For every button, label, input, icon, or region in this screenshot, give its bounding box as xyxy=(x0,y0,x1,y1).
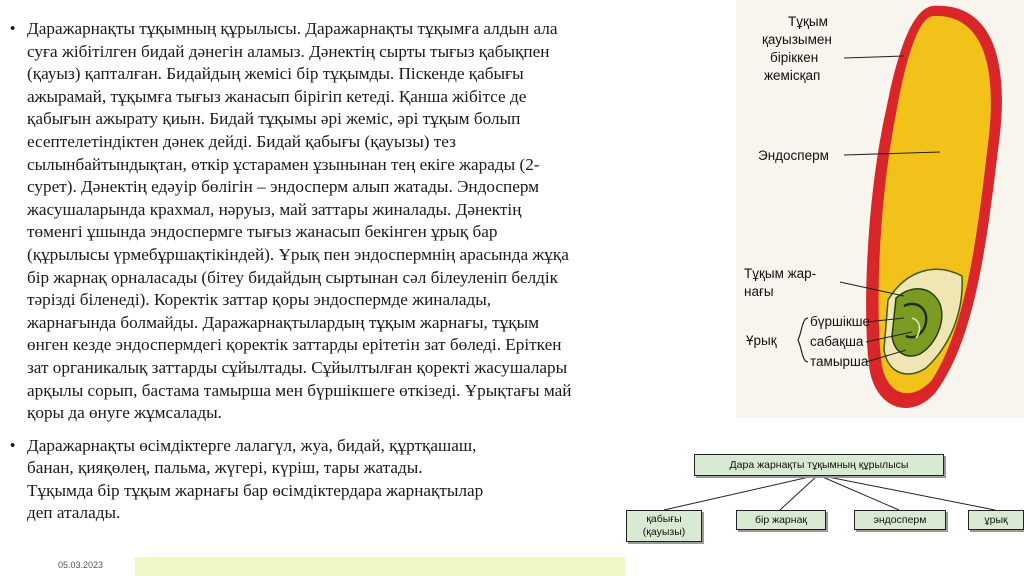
embryo-brace xyxy=(798,318,808,362)
text-line: қабығын ажырату қиын. Бидай тұқымы әрі жеміс, әрі тұқым болып xyxy=(27,109,521,129)
text-line: зат органикалық заттарды сұйылтады. Сұйылтылған қоректі жасушалары xyxy=(27,357,568,377)
text-line: Даражарнақты тұқымның құрылысы. Даражарнақты тұқымға алдын ала xyxy=(27,19,558,38)
structure-scheme xyxy=(620,448,1024,558)
label-cotyledon: Тұқым жар- xyxy=(744,266,817,281)
label-pericarp: біріккен xyxy=(770,50,819,65)
bullet-dot-icon: • xyxy=(10,436,16,454)
label-cotyledon: нағы xyxy=(744,284,774,299)
footer-date: 05.03.2023 xyxy=(58,560,104,570)
label-embryo-part: тамырша xyxy=(810,354,869,369)
text-line: есептелетіндіктен дәнек дейді. Бидай қабығы (қауызы) тез xyxy=(27,131,456,151)
text-line: сурет). Дәнектің едәуір бөлігін – эндосперм алып жатады. Эндосперм xyxy=(27,177,540,197)
scheme-item-embryo: ұрық xyxy=(968,510,1024,530)
label-embryo: Ұрық xyxy=(746,333,777,348)
bullet-monocot-examples xyxy=(8,435,602,525)
footer-bar xyxy=(135,557,625,576)
text-line: суға жібітілген бидай дәнегін аламыз. Дәнектің сырты тығыз қабықпен xyxy=(27,41,550,61)
text-line: (қауыз) қапталған. Бидайдың жемісі бір тұқымды. Піскенде қабығы xyxy=(27,64,524,84)
connector-line xyxy=(664,475,818,510)
text-line: ажырамай, тұқымға тығыз жанасып бірігіп кетеді. Қанша жібітсе де xyxy=(27,86,527,106)
connector-line xyxy=(818,475,995,510)
text-line: жарнағында болмайды. Даражарнақтылардың тұқым жарнағы, тұқым xyxy=(27,312,539,332)
text-line: өнген кезде эндоспермдегі қоректік заттарды ерітетін зат бөледі. Еріткен xyxy=(27,335,562,355)
connector-line xyxy=(780,475,818,510)
scheme-item-husk: қабығы (қауызы) xyxy=(626,510,702,542)
text-line: төменгі ұшында эндоспермге тығыз жанасып бекінген ұрық бар xyxy=(27,222,498,242)
bullet-monocot-structure xyxy=(8,18,708,425)
text-line: бір жарнақ орналасады (бітеу бидайдың сыртынан сәл білеуленіп белдік xyxy=(27,267,559,287)
scheme-title: Дара жарнақты тұқымның құрылысы xyxy=(694,454,944,476)
scheme-item-cotyledon: бір жарнақ xyxy=(736,510,826,530)
footer xyxy=(0,557,1024,576)
paragraph xyxy=(27,18,708,425)
text-line: қоры да өнуге жұмсалады. xyxy=(27,403,222,423)
text-line: Даражарнақты өсімдіктерге лалагүл, жуа, бидай, құртқашаш, xyxy=(27,435,477,455)
text-line: Тұқымда бір тұқым жарнағы бар өсімдіктердара жарнақтылар xyxy=(27,480,484,500)
text-content xyxy=(8,18,708,525)
paragraph xyxy=(27,435,602,525)
text-line: банан, қияқөлең, пальма, жүгері, күріш, тары жатады. xyxy=(27,458,423,478)
label-pericarp: қауызымен xyxy=(762,32,832,47)
label-pericarp: Тұқым xyxy=(788,14,828,29)
wheat-grain-illustration xyxy=(736,0,1024,418)
text-line: сылынбайтындықтан, өткір ұстарамен ұзынынан тең екіге жарады (2- xyxy=(27,154,540,174)
label-embryo-part: бүршікше xyxy=(810,314,871,329)
scheme-item-endosperm: эндосперм xyxy=(854,510,946,530)
label-endosperm: Эндосперм xyxy=(758,148,829,163)
connector-line xyxy=(818,475,899,510)
text-line: арқылы сорып, бастама тамырша мен бүршікшеге өткізеді. Ұрықтағы май xyxy=(27,380,572,400)
wheat-grain-figure xyxy=(736,0,1024,418)
bullet-dot-icon: • xyxy=(10,20,16,37)
text-line: жасушаларында крахмал, нәруыз, май заттары жиналады. Дәнектің xyxy=(27,199,522,219)
label-pericarp: жемісқап xyxy=(764,68,821,83)
text-line: деп аталады. xyxy=(27,503,121,523)
text-line: (құрылысы үрмебұршақтікіндей). Ұрық пен эндоспермнің арасында жұқа xyxy=(27,244,569,264)
leader-line xyxy=(844,56,904,58)
label-embryo-part: сабақша xyxy=(810,334,864,349)
text-line: тәрізді біленеді). Коректік заттар қоры эндоспермде жиналады, xyxy=(27,290,492,310)
